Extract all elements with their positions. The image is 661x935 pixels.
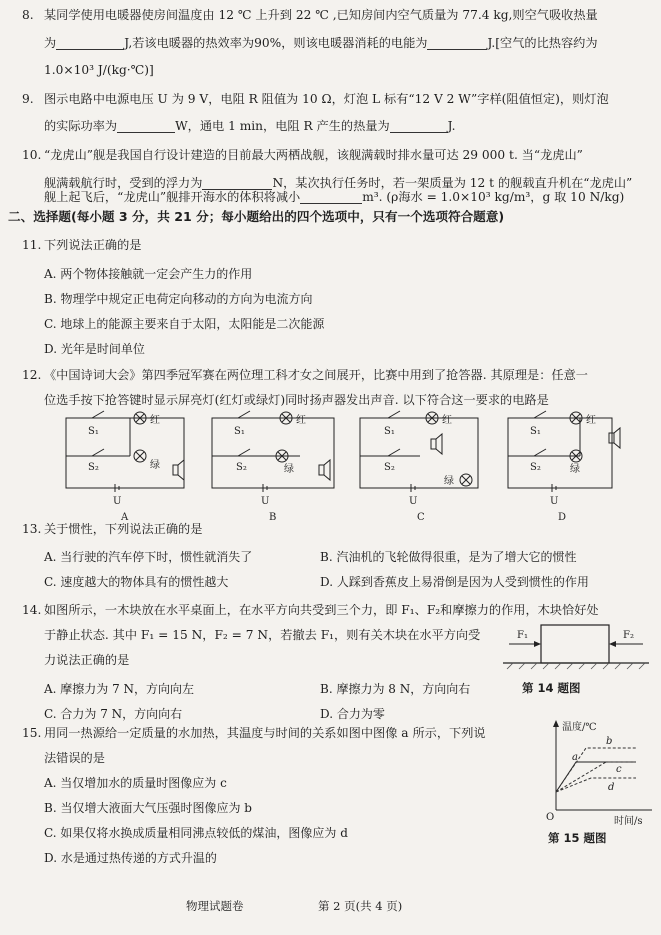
q13-option-b[interactable]: B. 汽油机的飞轮做得很重，是为了增大它的惯性 [320,550,577,564]
q8-line3: 1.0×10³ J/(kg·℃)] [44,63,154,77]
circuit-b[interactable] [212,418,334,488]
q10-number: 10. [22,148,42,162]
q15-graph [536,718,656,827]
voltage-label: U [261,496,270,507]
q10-line1 [22,142,583,168]
s2-label: S₂ [530,462,541,473]
green-label: 绿 [150,460,160,471]
q12-text-1: 《中国诗词大会》第四季冠军赛在两位理工科才女之间展开，比赛中用到了抢答器. 其原理是：任意一 [44,368,588,382]
q14-figure [503,617,653,677]
q10-text-3b: m³. (ρ海水 = 1.0×10³ kg/m³，g 取 10 N/kg) [362,190,625,204]
q11-text: 下列说法正确的是 [44,238,142,252]
curve-d-label: d [608,782,615,793]
q9-blank-2[interactable] [390,118,448,133]
x-axis-label: 时间/s [614,816,643,827]
s2-label: S₂ [384,462,395,473]
q15-text-1: 用同一热源给一定质量的水加热，其温度与时间的关系如图中图像 a 所示，下列说 [44,726,486,740]
speaker-icon [173,460,184,480]
q10-text-3a: 舰上起飞后，“龙虎山”舰排开海水的体积将减小 [44,190,301,204]
q11-option-b[interactable]: B. 物理学中规定正电荷定向移动的方向为电流方向 [44,292,313,306]
speaker-icon [319,460,330,480]
curve-a-label: a [572,752,578,763]
q14-line2: 于静止状态. 其中 F₁ = 15 N，F₂ = 7 N，若撤去 F₁，则有关木块在水平方向受 [44,628,481,642]
q15-option-b[interactable]: B. 当仅增大液面大气压强时图像应为 b [44,801,252,815]
red-label: 红 [442,415,452,426]
red-label: 红 [586,415,596,426]
q11-option-a[interactable]: A. 两个物体接触就一定会产生力的作用 [44,267,253,281]
q11-stem [22,232,142,258]
curve-b [556,748,636,792]
q8-line1 [22,2,598,28]
f1-arrow-head-icon [534,641,541,647]
footer-subject: 物理试题卷 [186,899,244,913]
q8-text-2c: J.[空气的比热容约为 [487,36,598,50]
f2-arrow-head-icon [609,641,616,647]
q10-text-2b: N，某次执行任务时，若一架质量为 12 t 的舰载直升机在“龙虎山” [272,176,633,190]
green-lamp-icon [134,450,146,462]
red-label: 红 [150,415,160,426]
circuit-c-label: C [417,512,425,523]
q8-text-2a: 为 [44,36,57,50]
q15-option-d[interactable]: D. 水是通过热传递的方式升温的 [44,851,217,865]
q15-line1 [22,720,486,746]
q13-option-a[interactable]: A. 当行驶的汽车停下时，惯性就消失了 [44,550,253,564]
green-label: 绿 [570,464,580,475]
s2-label: S₂ [236,462,247,473]
section-2-heading: 二、选择题(每小题 3 分，共 21 分；每小题给出的四个选项中，只有一个选项符合题意) [8,209,505,224]
q14-line3: 力说法正确的是 [44,653,130,667]
y-axis-label: 温度/℃ [562,722,597,733]
circuit-b-label: B [269,512,277,523]
wood-block [541,625,609,663]
q14-caption: 第 14 题图 [522,681,581,695]
s1-label: S₁ [384,426,395,437]
q14-option-d[interactable]: D. 合力为零 [320,707,385,721]
q14-text-1: 如图所示，一木块放在水平桌面上，在水平方向共受到三个力，即 F₁、F₂和摩擦力的作用，木块恰好处 [44,603,599,617]
q10-blank-2[interactable] [300,189,362,204]
voltage-label: U [113,496,122,507]
q15-option-c[interactable]: C. 如果仅将水换成质量相同沸点较低的煤油，图像应为 d [44,826,348,840]
q9-text-1: 图示电路中电源电压 U 为 9 V，电阻 R 阻值为 10 Ω，灯泡 L 标有“12 V 2 W”字样(阻值恒定)，则灯泡 [44,92,609,106]
q8-text-1: 某同学使用电暖器使房间温度由 12 ℃ 上升到 22 ℃ ,已知房间内空气质量为 77.4 kg,则空气吸收热量 [44,8,598,22]
q9-text-2b: W，通电 1 min，电阻 R 产生的热量为 [175,119,390,133]
s1-label: S₁ [530,426,541,437]
q13-number: 13. [22,522,42,536]
curve-b-label: b [606,736,613,747]
q10-text-1: “龙虎山”舰是我国自行设计建造的目前最大两栖战舰，该舰满载时排水量可达 29 000 t. 当“龙虎山” [44,148,583,162]
q13-option-c[interactable]: C. 速度越大的物体具有的惯性越大 [44,575,229,589]
voltage-label: U [409,496,418,507]
f1-label: F₁ [517,630,528,641]
q11-number: 11. [22,238,42,252]
q8-line2 [44,30,598,56]
circuit-d-label: D [558,512,567,523]
q12-line1 [22,362,588,388]
q12-circuits [0,408,661,528]
green-label: 绿 [444,476,454,487]
q9-text-2a: 的实际功率为 [44,119,118,133]
origin-label: O [546,812,555,823]
q8-blank-2[interactable] [427,35,487,50]
speaker-icon [431,434,442,454]
q8-number: 8. [22,8,34,22]
q11-option-d[interactable]: D. 光年是时间单位 [44,342,145,356]
y-axis-arrow-icon [553,720,559,727]
voltage-label: U [550,496,559,507]
q8-blank-1[interactable] [56,35,124,50]
q15-option-a[interactable]: A. 当仅增加水的质量时图像应为 c [44,776,227,790]
curve-c-label: c [616,764,622,775]
q14-option-b[interactable]: B. 摩擦力为 8 N，方向向右 [320,682,471,696]
q9-number: 9. [22,92,34,106]
q14-option-a[interactable]: A. 摩擦力为 7 N，方向向左 [44,682,195,696]
green-lamp-icon [460,474,472,486]
q8-text-2b: J,若该电暖器的热效率为90%，则该电暖器消耗的电能为 [124,36,428,50]
q13-text: 关于惯性，下列说法正确的是 [44,522,203,536]
q15-line2: 法错误的是 [44,751,105,765]
q15-number: 15. [22,726,42,740]
q13-option-d[interactable]: D. 人踩到香蕉皮上易滑倒是因为人受到惯性的作用 [320,575,589,589]
q9-line1 [22,86,609,112]
green-label: 绿 [284,464,294,475]
curve-d [556,778,636,792]
speaker-icon [609,428,620,448]
q10-text-2a: 舰满载航行时，受到的浮力为 [44,176,203,190]
q9-line2 [44,113,455,139]
s1-label: S₁ [88,426,99,437]
circuit-a-label: A [121,512,129,523]
q14-option-c[interactable]: C. 合力为 7 N，方向向右 [44,707,183,721]
q11-option-c[interactable]: C. 地球上的能源主要来自于太阳，太阳能是二次能源 [44,317,325,331]
footer-page-number: 第 2 页(共 4 页) [318,899,403,913]
f2-label: F₂ [623,630,634,641]
q12-line2: 位选手按下抢答键时显示屏亮灯(红灯或绿灯)同时扬声器发出声音. 以下符合这一要求的电路是 [44,393,549,407]
circuit-a[interactable] [66,418,184,488]
q13-stem [22,516,202,542]
circuit-d[interactable] [508,418,612,488]
q14-number: 14. [22,603,42,617]
q15-caption: 第 15 题图 [548,831,607,845]
red-label: 红 [296,415,306,426]
s1-label: S₁ [234,426,245,437]
q9-text-2c: J. [447,119,456,133]
s2-label: S₂ [88,462,99,473]
q12-number: 12. [22,368,42,382]
q9-blank-1[interactable] [117,118,175,133]
